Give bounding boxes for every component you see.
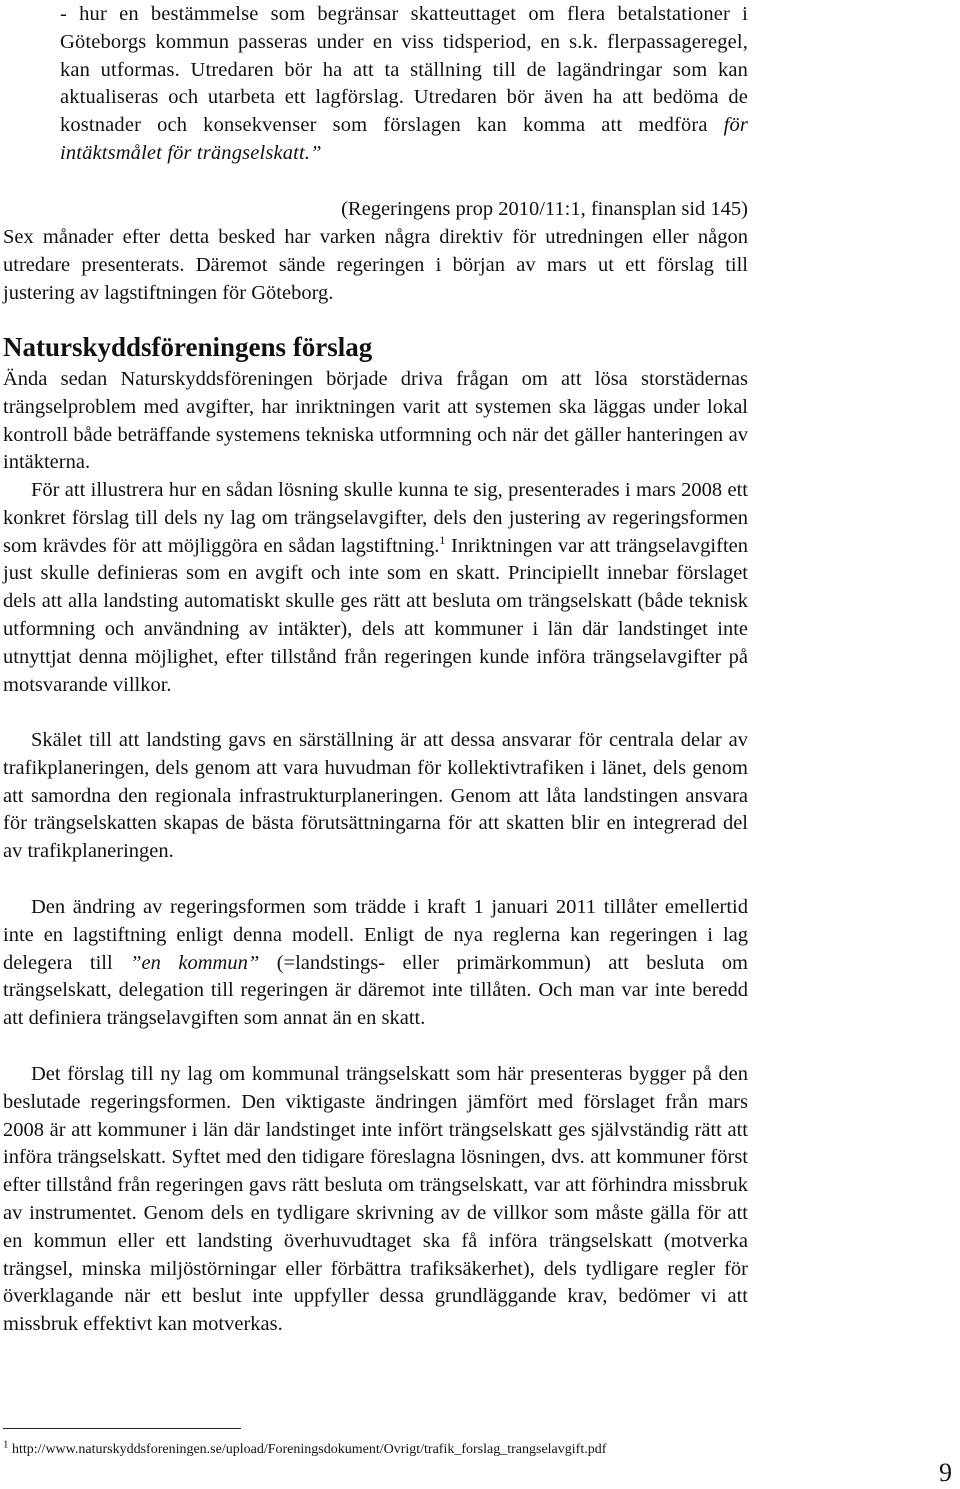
- paragraph-1: Ända sedan Naturskyddsföreningen började driva frågan om att lösa storstädernas trängselproblem med avgifter, har inriktningen varit att systemen ska läggas under lokal kontroll både beträffande systemens tekniska utformning och när det gäller hanteringen av intäkterna.: [3, 368, 748, 474]
- quote-text: - hur en bestämmelse som begränsar skatteuttaget om flera betalstationer i Göteborgs kommun passeras under en viss tidsperiod, en s.k. flerpassageregel, kan utformas. Utredaren bör ha att ta ställning till de lagändringar som kan aktualiseras och utarbeta ett lagförslag. Utredaren bör även ha att bedöma de kostnader och konsekvenser som förslagen kan komma att medföra: [60, 3, 748, 137]
- paragraph-2-text-b: Inriktningen var att trängselavgiften just skulle definieras som en avgift och inte som en skatt. Principiellt innebar förslaget dels att alla landsting automatiskt skulle ges rätt att besluta om trängselskatt (både teknisk utformning och användning av intäkter), dels att kommuner i län där landstinget inte utnyttjat denna möjlighet, efter tillstånd från regeringen kunde införa trängselavgifter på motsvarande villkor.: [3, 534, 748, 696]
- section-heading: Naturskyddsföreningens förslag: [3, 332, 373, 362]
- intro-paragraph: Sex månader efter detta besked har varken några direktiv för utredningen eller någon utredare presenterats. Däremot sände regeringen i början av mars ut ett förslag till justering av lagstiftningen för Göteborg.: [3, 226, 748, 304]
- paragraph-2-text-a: För att illustrera hur en sådan lösning skulle kunna te sig, presenterades i mars 2008 ett konkret förslag till dels ny lag om trängselavgifter, dels den justering av regeringsformen som krävdes för att möjliggöra en sådan lagstiftning.: [3, 479, 748, 557]
- footnote-reference: 1: [439, 532, 446, 547]
- paragraph-5: Det förslag till ny lag om kommunal trängselskatt som här presenteras bygger på den beslutade regeringsformen. Den viktigaste ändringen jämfört med förslaget från mars 2008 är att kommuner i län där landstinget inte infört trängselskatt ges självständig rätt att införa trängselskatt. Syftet med den tidigare föreslagna lösningen, dvs. att kommuner först efter tillstånd från regeringen gavs rätt besluta om trängselskatt, var att förhindra missbruk av instrumentet. Genom dels en tydligare skrivning av de villkor som måste gälla för att en kommun eller ett landsting överhuvudtaget ska få införa trängselskatt (motverka trängsel, minska miljöstörningar eller förbättra trafiksäkerhet), dels tydligare regler för överklagande när ett beslut inte uppfyller dessa grundläggande krav, bedömer vi att missbruk effektivt kan motverkas.: [3, 1063, 748, 1336]
- page-number: 9: [939, 1458, 952, 1487]
- footnote-divider: [3, 1428, 241, 1429]
- quote-block: [60, 1, 748, 168]
- footnote: [3, 1438, 607, 1459]
- footnote-number: 1: [3, 1438, 9, 1451]
- quote-tail: för intäktsmålet för trängselskatt.”: [60, 114, 749, 164]
- paragraph-4-text-a: Den ändring av regeringsformen som trädde i kraft 1 januari 2011 tillåter emellertid inte en lagstiftning enligt denna modell. Enligt de nya reglerna kan regeringen i lag delegera till: [3, 896, 748, 974]
- footnote-link[interactable]: http://www.naturskyddsforeningen.se/upload/Foreningsdokument/Ovrigt/trafik_forslag_trangselavgift.pdf: [12, 1442, 607, 1457]
- paragraph-4: [3, 894, 748, 1033]
- paragraph-2: [3, 477, 748, 699]
- paragraph-4-emphasis: ”en kommun”: [130, 951, 260, 974]
- paragraph-4-text-b: (=landstings- eller primärkommun) att besluta om trängselskatt, delegation till regeringen är däremot inte tillåten. Och man var inte beredd att definiera trängselavgiften som annat än en skatt.: [3, 951, 748, 1030]
- quote-citation: (Regeringens prop 2010/11:1, finansplan sid 145): [341, 198, 748, 220]
- paragraph-3: Skälet till att landsting gavs en särställning är att dessa ansvarar för centrala delar av trafikplaneringen, dels genom att vara huvudman för kollektivtrafiken i länet, dels genom att samordna den regionala infrastrukturplaneringen. Genom att låta landstingen ansvara för trängselskatten skapas de bästa förutsättningarna för att skatten blir en integrerad del av trafikplaneringen.: [3, 729, 748, 863]
